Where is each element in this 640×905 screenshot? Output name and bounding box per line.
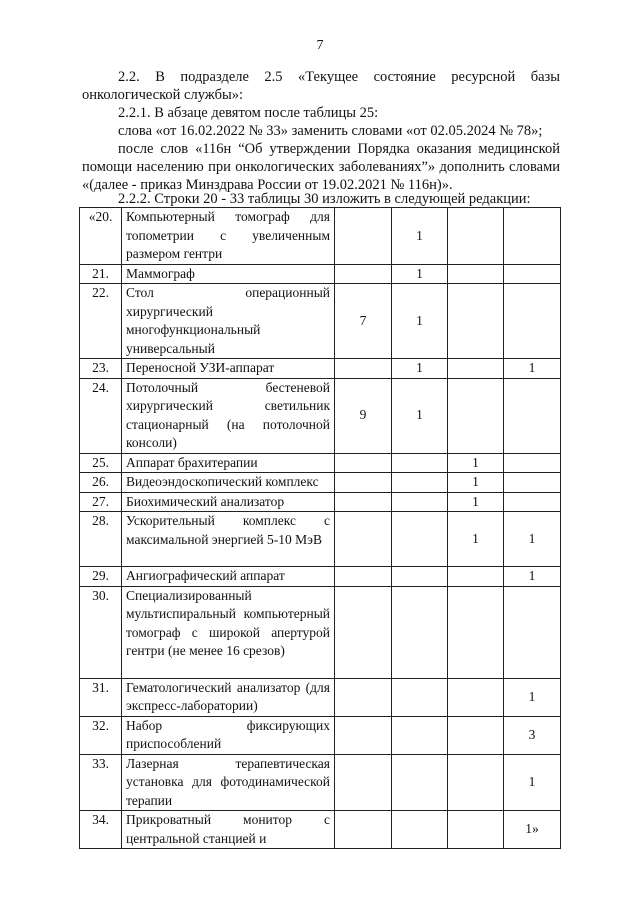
value-col-4: 1 xyxy=(504,512,561,567)
value-col-1 xyxy=(335,492,392,512)
table-row xyxy=(80,284,561,359)
page-number: 7 xyxy=(316,38,324,53)
table-row xyxy=(80,586,561,678)
value-col-1 xyxy=(335,716,392,754)
row-number: 33. xyxy=(80,754,122,811)
equipment-name: Маммограф xyxy=(122,264,335,284)
equipment-name: Набор фиксирующих приспособлений xyxy=(122,716,335,754)
table-row xyxy=(80,473,561,493)
value-col-4: 1 xyxy=(504,567,561,587)
value-col-4 xyxy=(504,378,561,453)
table-row xyxy=(80,512,561,567)
row-number: 21. xyxy=(80,264,122,284)
table-row xyxy=(80,359,561,379)
value-col-4 xyxy=(504,586,561,678)
row-number: 32. xyxy=(80,716,122,754)
equipment-name: Аппарат брахитерапии xyxy=(122,453,335,473)
value-col-3: 1 xyxy=(448,492,504,512)
value-col-2 xyxy=(392,512,448,567)
value-col-1 xyxy=(335,453,392,473)
value-col-3 xyxy=(448,678,504,716)
value-col-4 xyxy=(504,284,561,359)
value-col-1 xyxy=(335,586,392,678)
table-row xyxy=(80,264,561,284)
value-col-4 xyxy=(504,453,561,473)
paragraph-add-words: после слов «116н “Об утверждении Порядка оказания медицинской помощи населению при онкологических заболеваниях”» дополнить словами «(далее - приказ Минздрава России от 19.02.2021 № 116н)». xyxy=(82,141,560,194)
value-col-3 xyxy=(448,754,504,811)
equipment-name: Стол операционный хирургический многофункциональный универсальный xyxy=(122,284,335,359)
value-col-2: 1 xyxy=(392,378,448,453)
value-col-3 xyxy=(448,811,504,849)
row-number: 27. xyxy=(80,492,122,512)
value-col-3 xyxy=(448,567,504,587)
value-col-4: 1 xyxy=(504,678,561,716)
value-col-2 xyxy=(392,678,448,716)
value-col-1 xyxy=(335,473,392,493)
row-number: 29. xyxy=(80,567,122,587)
row-number: 22. xyxy=(80,284,122,359)
value-col-1 xyxy=(335,208,392,265)
value-col-2 xyxy=(392,492,448,512)
row-number: 30. xyxy=(80,586,122,678)
paragraph-2-2: 2.2. В подразделе 2.5 «Текущее состояние ресурсной базы онкологической службы»: xyxy=(82,69,560,104)
value-col-1 xyxy=(335,567,392,587)
table-row xyxy=(80,453,561,473)
row-number: 23. xyxy=(80,359,122,379)
equipment-name: Потолочный бестеневой хирургический светильник стационарный (на потолочной консоли) xyxy=(122,378,335,453)
value-col-4: 1» xyxy=(504,811,561,849)
paragraph-replace-words: слова «от 16.02.2022 № 33» заменить словами «от 02.05.2024 № 78»; xyxy=(118,123,543,139)
value-col-2: 1 xyxy=(392,359,448,379)
value-col-3 xyxy=(448,586,504,678)
equipment-name: Переносной УЗИ-аппарат xyxy=(122,359,335,379)
equipment-name: Ангиографический аппарат xyxy=(122,567,335,587)
equipment-name: Биохимический анализатор xyxy=(122,492,335,512)
value-col-4: 1 xyxy=(504,754,561,811)
value-col-2: 1 xyxy=(392,208,448,265)
table-row xyxy=(80,754,561,811)
row-number: «20. xyxy=(80,208,122,265)
table-row xyxy=(80,567,561,587)
value-col-3: 1 xyxy=(448,512,504,567)
row-number: 31. xyxy=(80,678,122,716)
value-col-3 xyxy=(448,284,504,359)
value-col-2: 1 xyxy=(392,284,448,359)
value-col-1 xyxy=(335,754,392,811)
value-col-4 xyxy=(504,473,561,493)
value-col-2 xyxy=(392,586,448,678)
value-col-2: 1 xyxy=(392,264,448,284)
value-col-1 xyxy=(335,811,392,849)
equipment-name: Гематологический анализатор (для экспресс-лаборатории) xyxy=(122,678,335,716)
table-row xyxy=(80,811,561,849)
value-col-2 xyxy=(392,716,448,754)
table-row xyxy=(80,716,561,754)
value-col-3 xyxy=(448,378,504,453)
value-col-2 xyxy=(392,567,448,587)
equipment-name: Лазерная терапевтическая установка для фотодинамической терапии xyxy=(122,754,335,811)
value-col-1: 9 xyxy=(335,378,392,453)
table-row xyxy=(80,378,561,453)
value-col-3 xyxy=(448,716,504,754)
table-row xyxy=(80,208,561,265)
equipment-name: Ускорительный комплекс с максимальной энергией 5-10 МэВ xyxy=(122,512,335,567)
value-col-2 xyxy=(392,754,448,811)
value-col-4 xyxy=(504,492,561,512)
table-row xyxy=(80,492,561,512)
value-col-4 xyxy=(504,208,561,265)
value-col-1: 7 xyxy=(335,284,392,359)
value-col-3 xyxy=(448,264,504,284)
value-col-1 xyxy=(335,264,392,284)
value-col-3: 1 xyxy=(448,473,504,493)
equipment-table xyxy=(79,207,561,849)
value-col-2 xyxy=(392,453,448,473)
value-col-1 xyxy=(335,678,392,716)
value-col-4: 3 xyxy=(504,716,561,754)
value-col-2 xyxy=(392,811,448,849)
value-col-4 xyxy=(504,264,561,284)
equipment-name: Видеоэндоскопический комплекс xyxy=(122,473,335,493)
value-col-3 xyxy=(448,359,504,379)
row-number: 26. xyxy=(80,473,122,493)
row-number: 34. xyxy=(80,811,122,849)
value-col-3 xyxy=(448,208,504,265)
equipment-name: Прикроватный монитор с центральной станцией и xyxy=(122,811,335,849)
value-col-1 xyxy=(335,512,392,567)
row-number: 28. xyxy=(80,512,122,567)
value-col-2 xyxy=(392,473,448,493)
paragraph-2-2-2: 2.2.2. Строки 20 - 33 таблицы 30 изложить в следующей редакции: xyxy=(118,191,531,207)
value-col-4: 1 xyxy=(504,359,561,379)
value-col-3: 1 xyxy=(448,453,504,473)
equipment-name: Специализированный мультиспиральный компьютерный томограф с широкой апертурой гентри (не менее 16 срезов) xyxy=(122,586,335,678)
paragraph-2-2-1: 2.2.1. В абзаце девятом после таблицы 25: xyxy=(118,105,379,121)
value-col-1 xyxy=(335,359,392,379)
equipment-name: Компьютерный томограф для топометрии с увеличенным размером гентри xyxy=(122,208,335,265)
table-row xyxy=(80,678,561,716)
row-number: 25. xyxy=(80,453,122,473)
row-number: 24. xyxy=(80,378,122,453)
